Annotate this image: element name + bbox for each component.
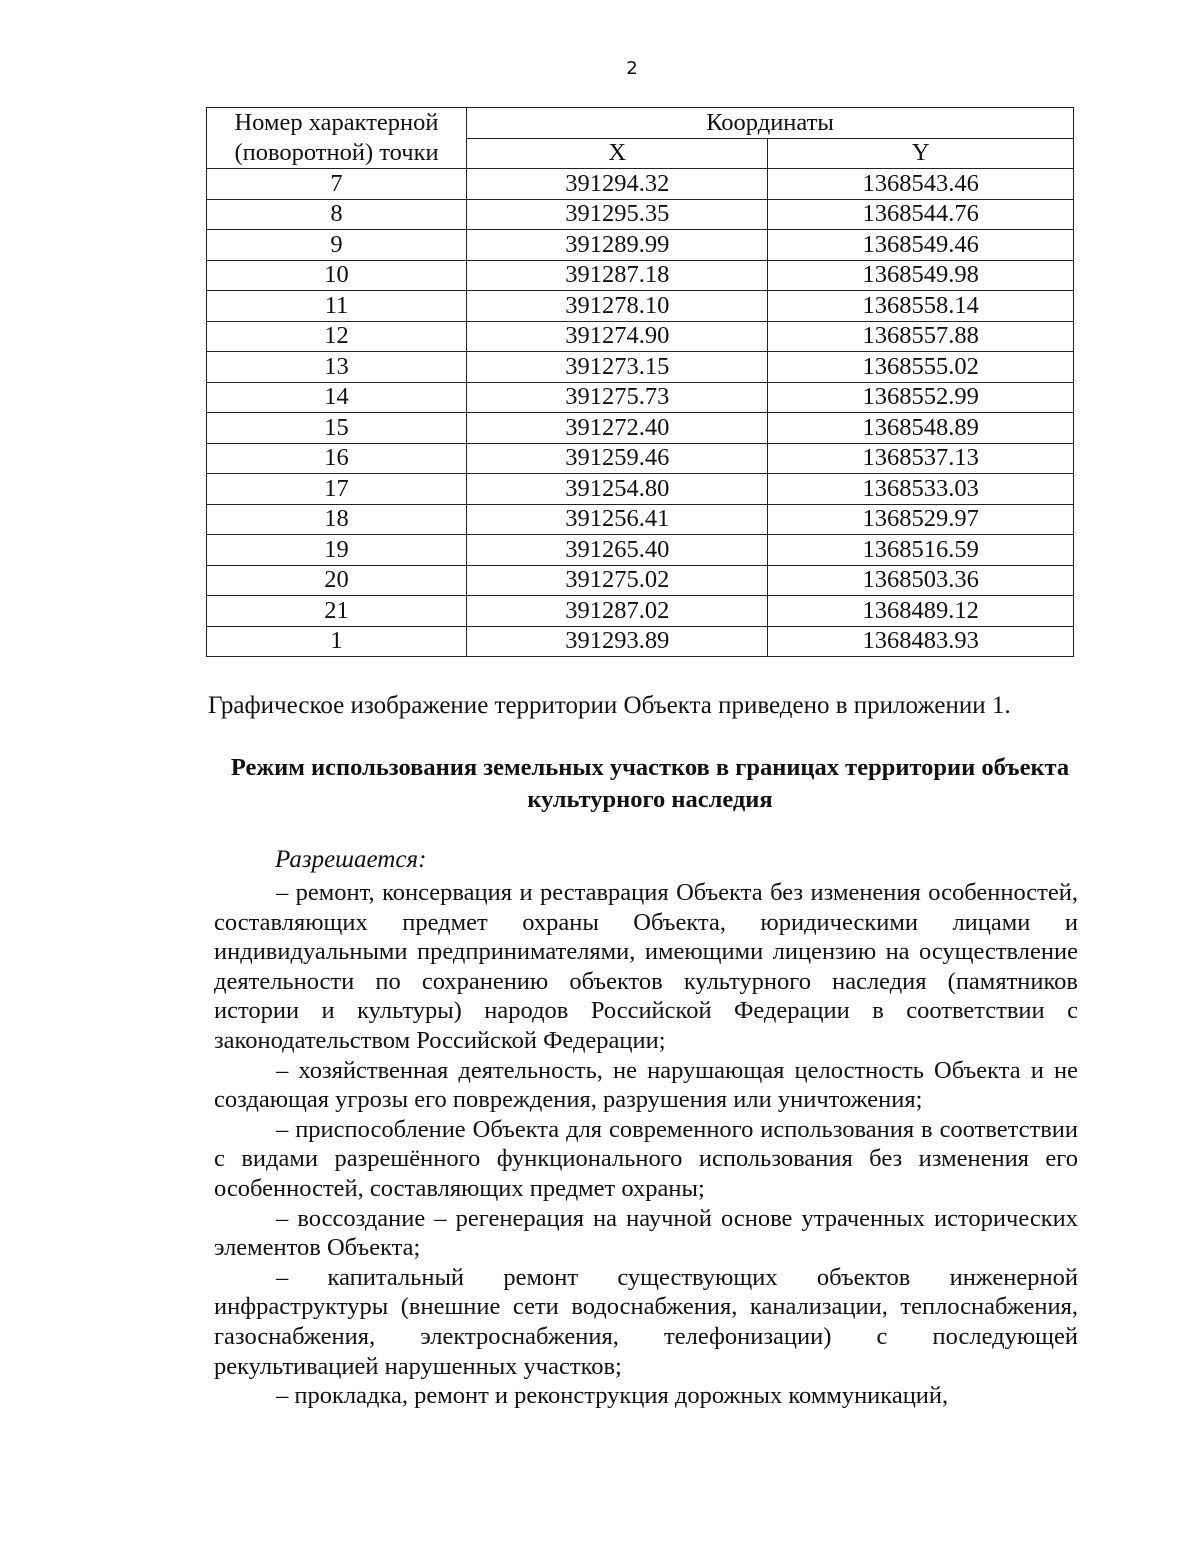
- x-cell: 391273.15: [467, 352, 768, 383]
- y-cell: 1368529.97: [768, 504, 1074, 535]
- x-cell: 391259.46: [467, 443, 768, 474]
- point-number-cell: 17: [207, 474, 467, 505]
- point-number-cell: 11: [207, 291, 467, 322]
- point-number-cell: 8: [207, 199, 467, 230]
- y-cell: 1368533.03: [768, 474, 1074, 505]
- table-row: [207, 626, 1074, 657]
- x-cell: 391265.40: [467, 535, 768, 566]
- point-number-cell: 21: [207, 596, 467, 627]
- y-cell: 1368549.46: [768, 230, 1074, 261]
- y-cell: 1368558.14: [768, 291, 1074, 322]
- x-cell: 391294.32: [467, 169, 768, 200]
- x-cell: 391274.90: [467, 321, 768, 352]
- coordinates-table: [206, 107, 1074, 657]
- list-item: – прокладка, ремонт и реконструкция дорожных коммуникаций,: [276, 1382, 949, 1410]
- table-row: [207, 199, 1074, 230]
- x-cell: 391287.18: [467, 260, 768, 291]
- table-row: [207, 382, 1074, 413]
- point-number-cell: 20: [207, 565, 467, 596]
- list-item: – воссоздание – регенерация на научной основе утраченных исторических элементов Объекта;: [214, 1204, 1078, 1262]
- y-cell: 1368503.36: [768, 565, 1074, 596]
- allowed-list: [214, 878, 1078, 1411]
- point-number-cell: 14: [207, 382, 467, 413]
- y-cell: 1368537.13: [768, 443, 1074, 474]
- header-point-number: Номер характерной (поворотной) точки: [207, 108, 467, 169]
- point-number-cell: 13: [207, 352, 467, 383]
- table-row: [207, 230, 1074, 261]
- y-cell: 1368555.02: [768, 352, 1074, 383]
- x-cell: 391295.35: [467, 199, 768, 230]
- point-number-cell: 16: [207, 443, 467, 474]
- y-cell: 1368548.89: [768, 413, 1074, 444]
- y-cell: 1368557.88: [768, 321, 1074, 352]
- table-row: [207, 474, 1074, 505]
- table-row: [207, 504, 1074, 535]
- y-cell: 1368483.93: [768, 626, 1074, 657]
- y-cell: 1368516.59: [768, 535, 1074, 566]
- x-cell: 391272.40: [467, 413, 768, 444]
- y-cell: 1368489.12: [768, 596, 1074, 627]
- x-cell: 391278.10: [467, 291, 768, 322]
- table-row: [207, 169, 1074, 200]
- y-cell: 1368543.46: [768, 169, 1074, 200]
- table-row: [207, 321, 1074, 352]
- x-cell: 391289.99: [467, 230, 768, 261]
- y-cell: 1368549.98: [768, 260, 1074, 291]
- point-number-cell: 10: [207, 260, 467, 291]
- list-item: – хозяйственная деятельность, не нарушающая целостность Объекта и не создающая угрозы его повреждения, разрушения или уничтожения;: [214, 1056, 1078, 1114]
- x-cell: 391287.02: [467, 596, 768, 627]
- header-coordinates: Координаты: [467, 108, 1074, 139]
- y-cell: 1368552.99: [768, 382, 1074, 413]
- page-number: 2: [626, 58, 638, 79]
- allowed-label: Разрешается:: [275, 846, 427, 873]
- x-cell: 391275.02: [467, 565, 768, 596]
- x-cell: 391254.80: [467, 474, 768, 505]
- graphic-reference: Графическое изображение территории Объекта приведено в приложении 1.: [208, 692, 1011, 719]
- point-number-cell: 12: [207, 321, 467, 352]
- header-y: Y: [768, 138, 1074, 169]
- point-number-cell: 9: [207, 230, 467, 261]
- point-number-cell: 19: [207, 535, 467, 566]
- list-item: – ремонт, консервация и реставрация Объекта без изменения особенностей, составляющих предмет охраны Объекта, юридическими лицами и индивидуальными предпринимателями, имеющими лицензию на осуществление деятельности по сохранению объектов культурного наследия (памятников истории и культуры) народов Российской Федерации в соответствии с законодательством Российской Федерации;: [214, 879, 1078, 1054]
- y-cell: 1368544.76: [768, 199, 1074, 230]
- table-row: [207, 291, 1074, 322]
- x-cell: 391275.73: [467, 382, 768, 413]
- table-row: [207, 352, 1074, 383]
- table-row: [207, 535, 1074, 566]
- table-row: [207, 413, 1074, 444]
- point-number-cell: 18: [207, 504, 467, 535]
- point-number-cell: 7: [207, 169, 467, 200]
- point-number-cell: 15: [207, 413, 467, 444]
- table-row: [207, 260, 1074, 291]
- list-item: – приспособление Объекта для современного использования в соответствии с видами разрешённого функционального использования без изменения его особенностей, составляющих предмет охраны;: [214, 1115, 1078, 1202]
- x-cell: 391256.41: [467, 504, 768, 535]
- table-row: [207, 596, 1074, 627]
- list-item: – капитальный ремонт существующих объектов инженерной инфраструктуры (внешние сети водоснабжения, канализации, теплоснабжения, газоснабжения, электроснабжения, телефонизации) с последующей рекультивацией нарушенных участков;: [214, 1263, 1078, 1380]
- point-number-cell: 1: [207, 626, 467, 657]
- table-row: [207, 565, 1074, 596]
- table-row: [207, 443, 1074, 474]
- table-body: [207, 169, 1074, 657]
- header-x: X: [467, 138, 768, 169]
- section-heading: Режим использования земельных участков в границах территории объекта культурного наследия: [230, 754, 1070, 813]
- x-cell: 391293.89: [467, 626, 768, 657]
